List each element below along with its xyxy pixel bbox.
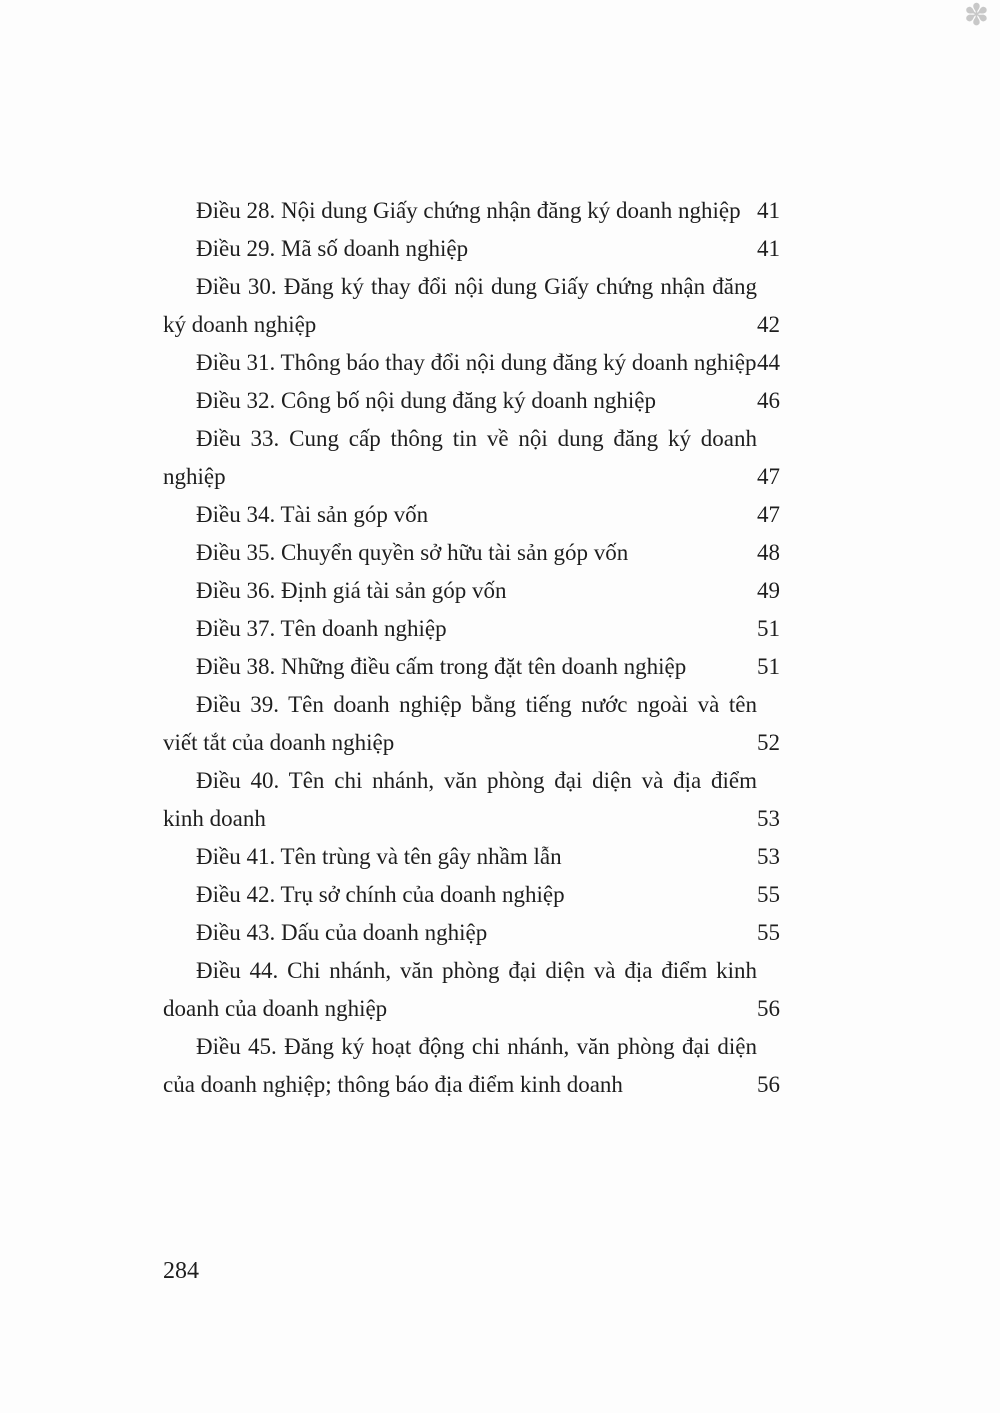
toc-entry-page: 41 — [757, 198, 780, 223]
toc-entry-page: 51 — [757, 654, 780, 679]
toc-entry — [163, 762, 832, 838]
toc-entry-title: Điều 34. Tài sản góp vốn — [196, 502, 429, 527]
toc-entry — [163, 192, 832, 230]
toc-entry-title: Điều 45. Đăng ký hoạt động chi nhánh, văn phòng đại diện của doanh nghiệp; thông báo địa điểm kinh doanh — [163, 1034, 757, 1097]
toc-entry-title: Điều 31. Thông báo thay đổi nội dung đăng ký doanh nghiệp — [196, 350, 757, 375]
toc-entry-page: 49 — [757, 578, 780, 603]
toc-entry-page: 53 — [757, 844, 780, 869]
toc-entry — [163, 838, 832, 876]
toc-entry-title: Điều 39. Tên doanh nghiệp bằng tiếng nước ngoài và tên viết tắt của doanh nghiệp — [163, 692, 757, 755]
toc-entry-page: 46 — [757, 388, 780, 413]
page-number: 284 — [163, 1258, 199, 1284]
toc-entry — [163, 268, 832, 344]
toc-entry-page: 56 — [757, 996, 780, 1021]
toc-entry-page: 47 — [757, 502, 780, 527]
toc-entry-title: Điều 30. Đăng ký thay đổi nội dung Giấy chứng nhận đăng ký doanh nghiệp — [163, 274, 757, 337]
toc-entry-page: 55 — [757, 920, 780, 945]
toc-entry — [163, 382, 832, 420]
toc-entry-page: 42 — [757, 312, 780, 337]
toc-entry-title: Điều 37. Tên doanh nghiệp — [196, 616, 447, 641]
toc-entry-title: Điều 41. Tên trùng và tên gây nhầm lẫn — [196, 844, 562, 869]
toc-entry — [163, 648, 832, 686]
toc-entry-page: 48 — [757, 540, 780, 565]
toc-entry — [163, 876, 832, 914]
toc-entry-page: 44 — [757, 350, 780, 375]
toc-entry — [163, 1028, 832, 1104]
toc-entry-page: 52 — [757, 730, 780, 755]
toc-entry — [163, 610, 832, 648]
toc-entry-title: Điều 33. Cung cấp thông tin về nội dung đăng ký doanh nghiệp — [163, 426, 757, 489]
toc-entry-page: 41 — [757, 236, 780, 261]
toc-entry-title: Điều 43. Dấu của doanh nghiệp — [196, 920, 488, 945]
toc-entry — [163, 230, 832, 268]
toc-entry-page: 51 — [757, 616, 780, 641]
toc-entry-title: Điều 36. Định giá tài sản góp vốn — [196, 578, 507, 603]
toc-entry-title: Điều 35. Chuyển quyền sở hữu tài sản góp vốn — [196, 540, 629, 565]
toc-entry-title: Điều 28. Nội dung Giấy chứng nhận đăng ký doanh nghiệp — [196, 198, 741, 223]
toc-entry — [163, 686, 832, 762]
toc-entry-title: Điều 32. Công bố nội dung đăng ký doanh nghiệp — [196, 388, 656, 413]
toc-list — [163, 192, 832, 1104]
toc-entry — [163, 420, 832, 496]
toc-entry-title: Điều 38. Những điều cấm trong đặt tên doanh nghiệp — [196, 654, 687, 679]
toc-entry — [163, 534, 832, 572]
toc-entry-page: 53 — [757, 806, 780, 831]
toc-entry-title: Điều 44. Chi nhánh, văn phòng đại diện và địa điểm kinh doanh của doanh nghiệp — [163, 958, 757, 1021]
toc-entry-page: 47 — [757, 464, 780, 489]
toc-entry — [163, 914, 832, 952]
toc-entry — [163, 572, 832, 610]
toc-entry-title: Điều 29. Mã số doanh nghiệp — [196, 236, 469, 261]
toc-entry — [163, 952, 832, 1028]
toc-entry — [163, 496, 832, 534]
toc-entry-title: Điều 42. Trụ sở chính của doanh nghiệp — [196, 882, 565, 907]
toc-entry-title: Điều 40. Tên chi nhánh, văn phòng đại diện và địa điểm kinh doanh — [163, 768, 757, 831]
flower-ornament-icon: ✽ — [963, 0, 989, 33]
toc-entry-page: 55 — [757, 882, 780, 907]
toc-entry-page: 56 — [757, 1072, 780, 1097]
toc-entry — [163, 344, 832, 382]
